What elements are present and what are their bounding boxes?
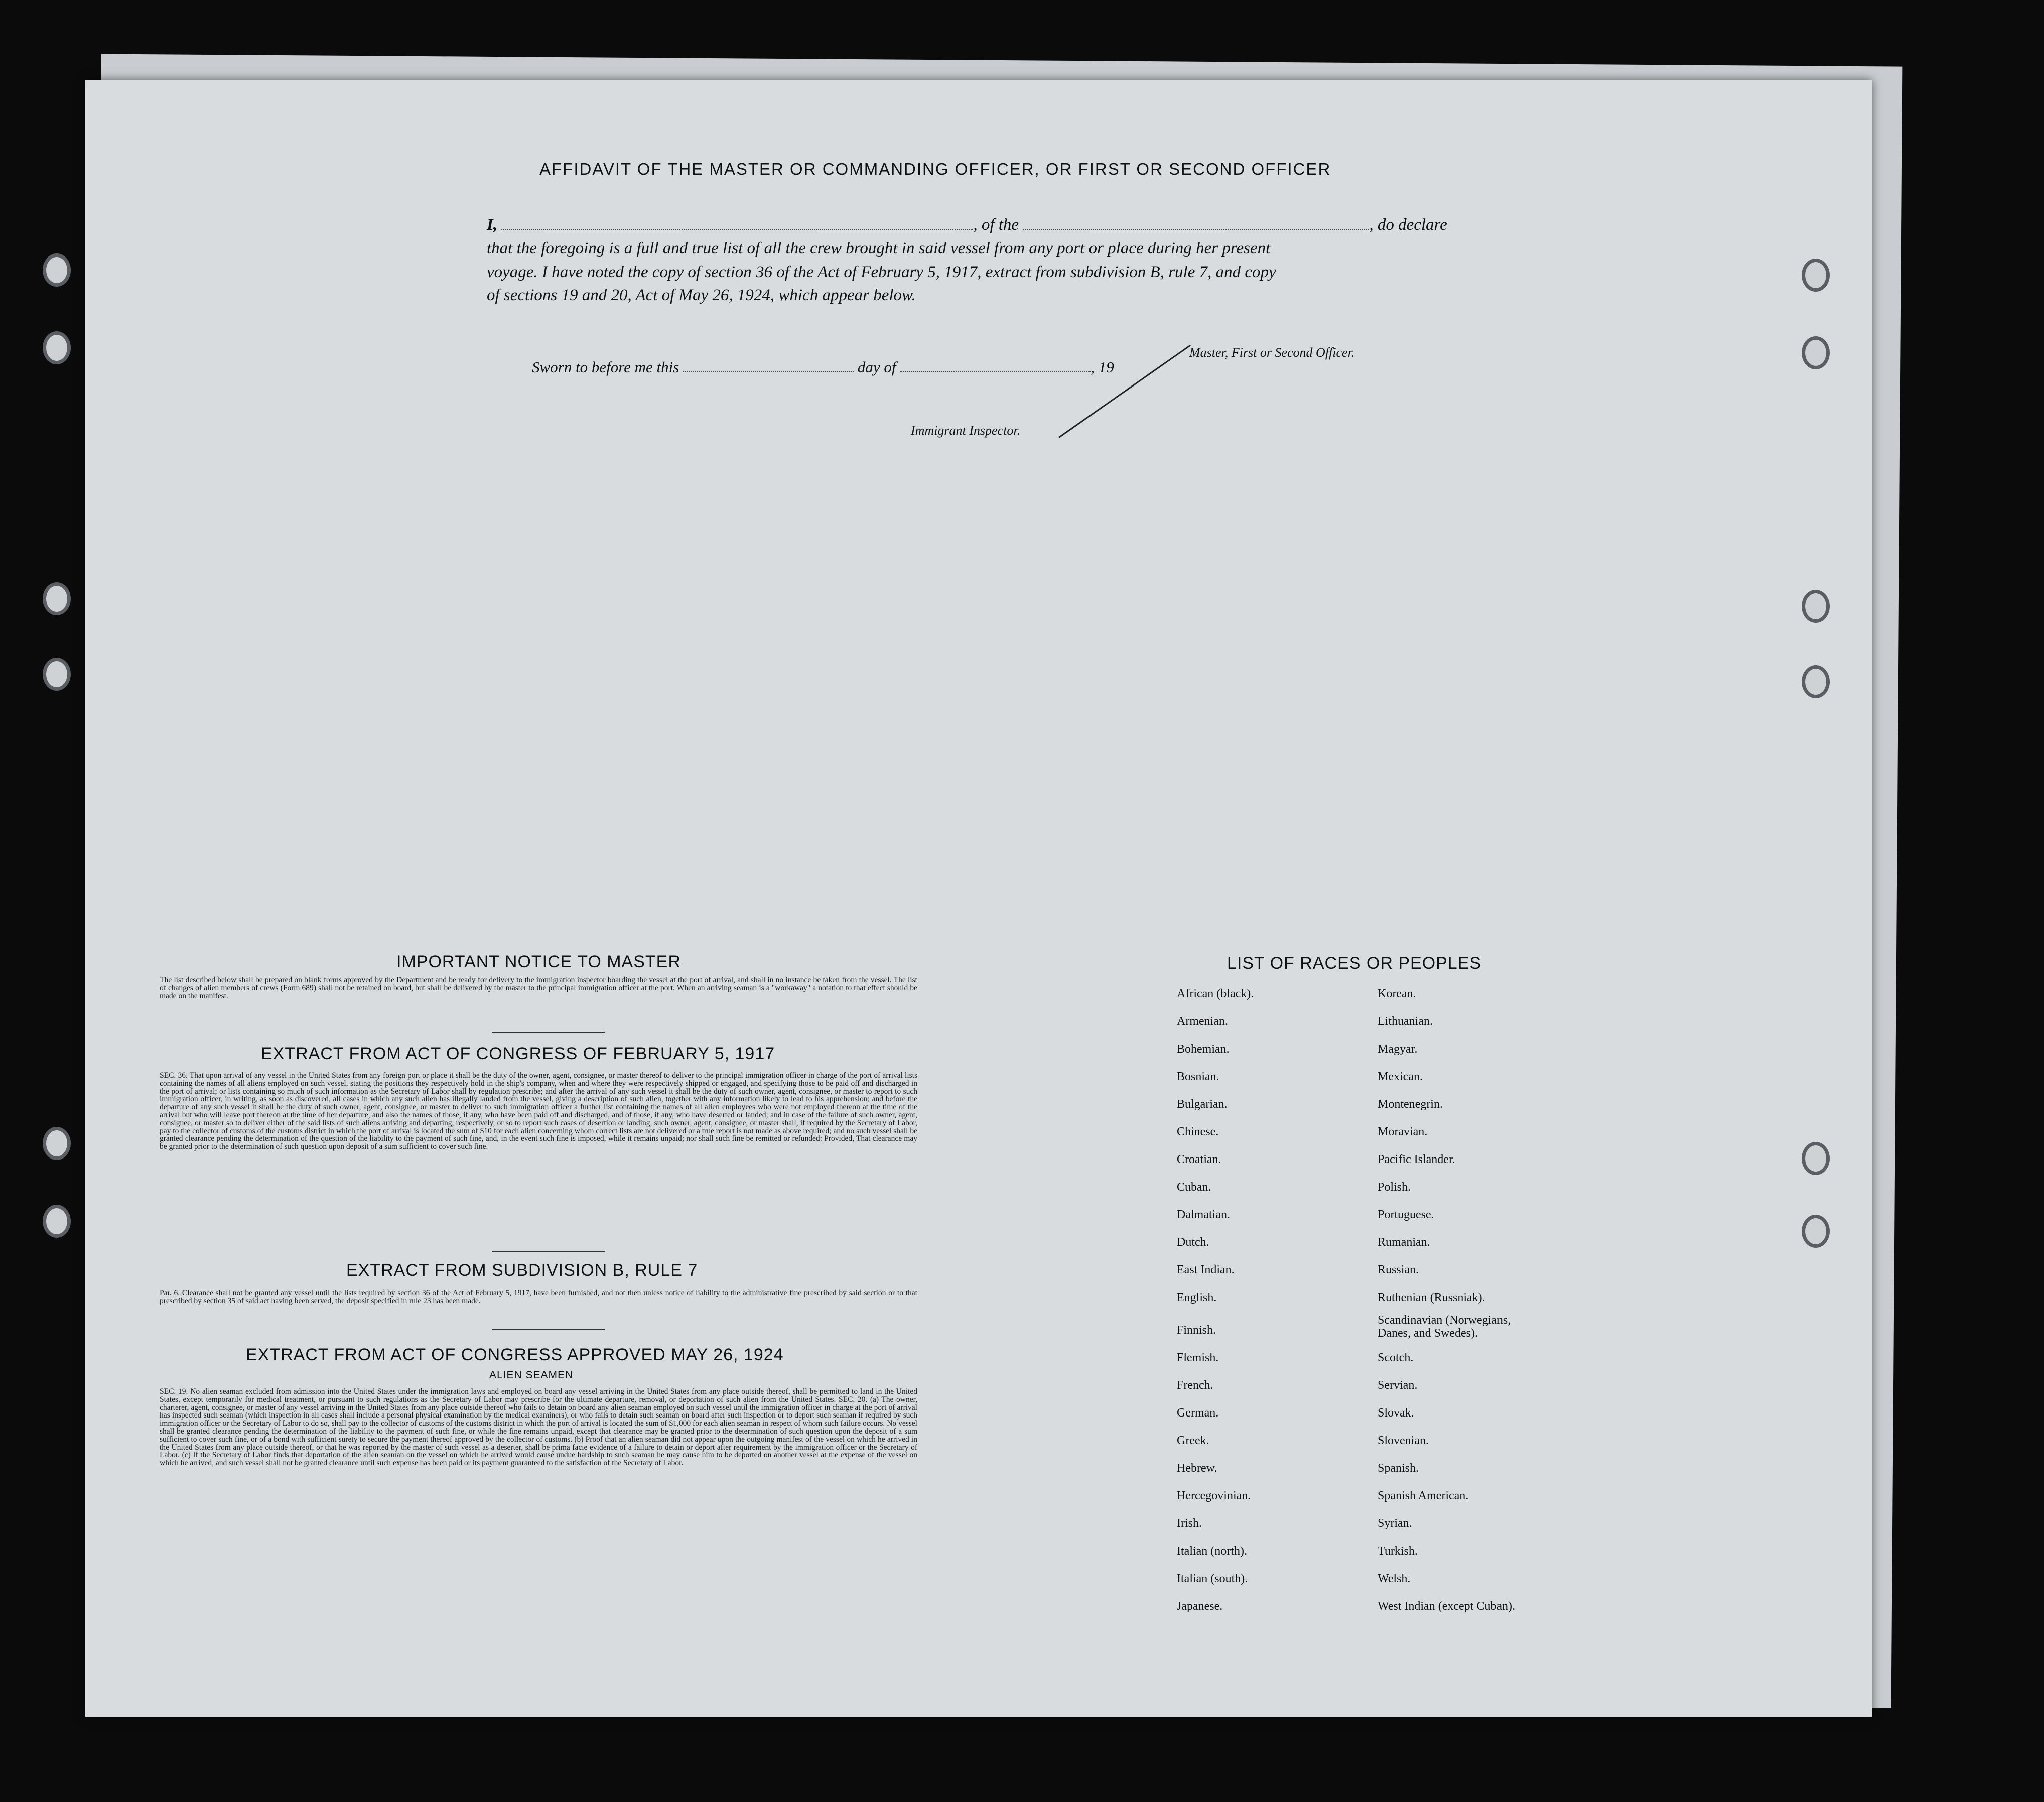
binder-hole <box>1802 259 1830 292</box>
sworn-line <box>532 358 1114 376</box>
race-item: Magyar. <box>1378 1043 1418 1056</box>
notice-text: The list described below shall be prepared on blank forms approved by the Department and be ready for delivery to the immigration inspector boarding the vessel at the port of arrival, and shall in no instance be taken from the vessel. The list of changes of alien members of crews (Form 689) shall not be retained on board, but shall be delivered by the master to the principal immigration officer at the port. When an arriving seaman is a "workaway" a notation to that effect should be made on the manifest. <box>160 976 917 1000</box>
binder-hole <box>43 582 71 615</box>
race-item: English. <box>1177 1291 1217 1304</box>
binder-hole <box>1802 665 1830 698</box>
race-item: Bulgarian. <box>1177 1098 1228 1111</box>
race-item: Croatian. <box>1177 1153 1221 1166</box>
race-item: Korean. <box>1378 987 1416 1000</box>
race-item: Hercegovinian. <box>1177 1489 1251 1502</box>
subdivision-b-title: EXTRACT FROM SUBDIVISION B, RULE 7 <box>346 1261 698 1280</box>
race-item: Cuban. <box>1177 1181 1211 1194</box>
divider <box>492 1032 605 1033</box>
race-item: Scandinavian (Norwegians, Danes, and Swedes). <box>1378 1314 1511 1340</box>
race-item: East Indian. <box>1177 1263 1235 1276</box>
race-item: German. <box>1177 1406 1219 1420</box>
binder-hole <box>1802 1142 1830 1175</box>
affidavit-line-1 <box>487 216 1447 234</box>
binder-hole <box>1802 336 1830 369</box>
extract-1917-title: EXTRACT FROM ACT OF CONGRESS OF FEBRUARY 5, 1917 <box>261 1044 775 1063</box>
affidavit-title: AFFIDAVIT OF THE MASTER OR COMMANDING OFFICER, OR FIRST OR SECOND OFFICER <box>539 160 1331 178</box>
divider <box>492 1329 605 1330</box>
race-item: Italian (south). <box>1177 1572 1248 1585</box>
affidavit-line-3: voyage. I have noted the copy of section 36 of the Act of February 5, 1917, extract from subdivision B, rule 7, and copy <box>487 263 1276 281</box>
day-blank <box>683 358 854 372</box>
race-item: Spanish American. <box>1378 1489 1469 1502</box>
race-item: Hebrew. <box>1177 1462 1217 1475</box>
extract-1924-title: EXTRACT FROM ACT OF CONGRESS APPROVED MAY 26, 1924 <box>246 1345 784 1364</box>
binder-hole <box>1802 1215 1830 1248</box>
race-item: Portuguese. <box>1378 1208 1434 1221</box>
divider <box>492 1251 605 1252</box>
race-item: African (black). <box>1177 987 1254 1000</box>
alien-seamen-subtitle: ALIEN SEAMEN <box>489 1369 574 1381</box>
race-item: Greek. <box>1177 1434 1209 1447</box>
race-item: West Indian (except Cuban). <box>1378 1600 1515 1613</box>
race-item: Chinese. <box>1177 1125 1219 1138</box>
binder-hole <box>43 253 71 287</box>
race-item: Polish. <box>1378 1181 1411 1194</box>
year-label: , 19 <box>1091 358 1114 376</box>
extract-1917-text: SEC. 36. That upon arrival of any vessel in the United States from any foreign port or place it shall be the duty of the owner, agent, consignee, or master thereof to deliver to the principal immigration officer in charge of the port of arrival lists containing the names of all aliens employed on such vessel, stating the positions they respectively hold in the ship's company, when and where they were respectively shipped or engaged, and specifying those to be paid off and discharged in the port of arrival; or lists containing so much of such information as the Secretary of Labor shall by regulation prescribe; and after the arrival of any such vessel it shall be the duty of such owner, agent, consignee, or master to report to such immigration officer, in writing, as soon as discovered, all cases in which any such alien has illegally landed from the vessel, giving a description of such alien, together with any information likely to lead to his apprehension; and before the departure of any such vessel it shall be the duty of such owner, agent, consignee, or master to deliver to such immigration officer a further list containing the names of all alien employees who were not employed thereon at the time of the arrival but who will leave port thereon at the time of her departure, and also the names of those, if any, who have been paid off and discharged, and of those, if any, who have deserted or landed; and in case of the failure of such owner, agent, consignee, or master so to deliver either of the said lists of such aliens arriving and departing, respectively, or so to report such cases of desertion or landing, such owner, agent, consignee, or master shall, if required by the Secretary of Labor, pay to the collector of customs of the customs district in which the port of arrival is located the sum of $10 for each alien concerning whom correct lists are not delivered or a true report is not made as above required; and no such vessel shall be granted clearance pending the determination of the question of the liability to the payment of such fine, and, in the event such fine is imposed, while it remains unpaid; nor shall such fine be remitted or refunded: Provided, That clearance may be granted prior to the determination of such question upon deposit of a sum sufficient to cover such fine. <box>160 1071 917 1151</box>
affidavit-do-declare: , do declare <box>1369 216 1447 234</box>
race-item: Slovenian. <box>1378 1434 1429 1447</box>
affidavit-line-4: of sections 19 and 20, Act of May 26, 1924, which appear below. <box>487 286 916 304</box>
race-item: Irish. <box>1177 1517 1202 1530</box>
race-item: Pacific Islander. <box>1378 1153 1455 1166</box>
race-item: Russian. <box>1378 1263 1419 1276</box>
race-item: Servian. <box>1378 1379 1418 1392</box>
affidavit-of-the: , of the <box>973 216 1019 234</box>
race-item: Japanese. <box>1177 1600 1223 1613</box>
race-item: Spanish. <box>1378 1462 1419 1475</box>
sworn-label: Sworn to before me this <box>532 358 679 376</box>
binder-hole <box>43 331 71 364</box>
binder-hole <box>43 658 71 691</box>
affidavit-line-2: that the foregoing is a full and true list of all the crew brought in said vessel from any port or place during her present <box>487 239 1271 258</box>
races-title: LIST OF RACES OR PEOPLES <box>1227 954 1482 973</box>
binder-hole <box>1802 590 1830 623</box>
race-item: Mexican. <box>1378 1070 1423 1083</box>
subdivision-b-text: Par. 6. Clearance shall not be granted any vessel until the lists required by section 36 of the Act of February 5, 1917, have been furnished, and not then unless notice of liability to the administrative fine prescribed by said section or to that prescribed by section 35 of said act having been served, the deposit specified in rule 23 has been made. <box>160 1289 917 1305</box>
race-item: Ruthenian (Russniak). <box>1378 1291 1485 1304</box>
race-item: Bohemian. <box>1177 1043 1230 1056</box>
vessel-blank <box>1023 216 1369 230</box>
race-item: Armenian. <box>1177 1015 1228 1028</box>
race-item: Moravian. <box>1378 1125 1428 1138</box>
race-item: Welsh. <box>1378 1572 1411 1585</box>
race-item: Turkish. <box>1378 1544 1418 1558</box>
binder-hole <box>43 1127 71 1160</box>
race-item: Montenegrin. <box>1378 1098 1443 1111</box>
notice-title: IMPORTANT NOTICE TO MASTER <box>396 952 681 971</box>
race-item: French. <box>1177 1379 1213 1392</box>
race-item: Scotch. <box>1378 1351 1414 1364</box>
binder-hole <box>43 1205 71 1238</box>
race-item: Bosnian. <box>1177 1070 1219 1083</box>
race-item: Dalmatian. <box>1177 1208 1230 1221</box>
race-item: Lithuanian. <box>1378 1015 1433 1028</box>
month-blank <box>900 358 1091 372</box>
race-item: Rumanian. <box>1378 1236 1430 1249</box>
race-item: Finnish. <box>1177 1324 1216 1337</box>
affidavit-i: I, <box>487 216 498 234</box>
name-blank <box>501 216 973 230</box>
race-item: Dutch. <box>1177 1236 1209 1249</box>
extract-1924-text: SEC. 19. No alien seaman excluded from admission into the United States under the immigration laws and employed on board any vessel arriving in the United States from any place outside thereof, shall be permitted to land in the United States, except temporarily for medical treatment, or pursuant to such regulations as the Secretary of Labor may prescribe for the ultimate departure, removal, or deportation of such alien from the United States. SEC. 20. (a) The owner, charterer, agent, consignee, or master of any vessel arriving in the United States from any place outside thereof who fails to detain on board any alien seaman employed on such vessel until the immigration officer in charge at the port of arrival has inspected such seaman (which inspection in all cases shall include a personal physical examination by the medical examiners), or who fails to detain such seaman on board after such inspection or to deport such seaman if required by such immigration officer or the Secretary of Labor to do so, shall pay to the collector of customs of the customs district in which the port of arrival is located the sum of $1,000 for each alien seaman in respect of whom such failure occurs. No vessel shall be granted clearance pending the determination of the liability to the payment of such fine, or while the fine remains unpaid, except that clearance may be granted prior to the determination of such question upon the deposit of a sum sufficient to cover such fine, or of a bond with sufficient surety to secure the payment thereof approved by the collector of customs. (b) Proof that an alien seaman did not appear upon the outgoing manifest of the vessel on which he arrived in the United States from any place outside thereof, or that he was reported by the master of such vessel as a deserter, shall be prima facie evidence of a failure to detain or deport after requirement by the immigration officer or the Secretary of Labor. (c) If the Secretary of Labor finds that deportation of the alien seaman on the vessel on which he arrived would cause undue hardship to such seaman he may cause him to be deported on another vessel at the expense of the vessel on which he arrived, and such vessel shall not be granted clearance until such expense has been paid or its payment guaranteed to the satisfaction of the Secretary of Labor. <box>160 1387 917 1468</box>
master-signature-label: Master, First or Second Officer. <box>1189 345 1355 360</box>
race-item: Syrian. <box>1378 1517 1412 1530</box>
race-item: Slovak. <box>1378 1406 1414 1420</box>
race-item: Flemish. <box>1177 1351 1219 1364</box>
immigrant-inspector-label: Immigrant Inspector. <box>911 423 1021 438</box>
document-page <box>85 80 1872 1717</box>
race-item: Italian (north). <box>1177 1544 1247 1558</box>
day-of-label: day of <box>857 358 896 376</box>
